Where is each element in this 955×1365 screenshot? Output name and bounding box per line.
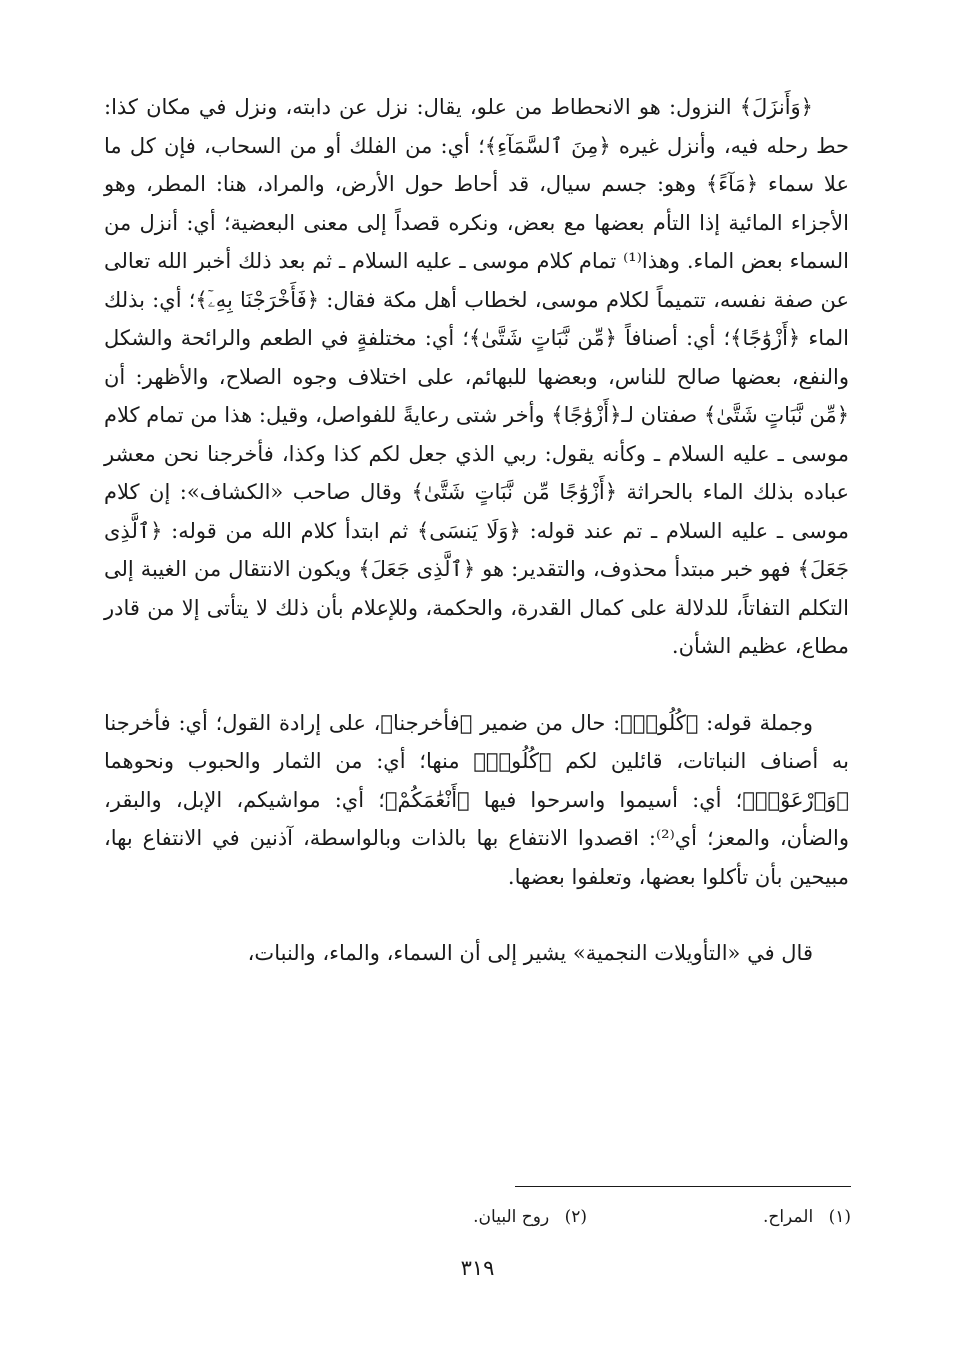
paragraph-3: قال في «التأويلات النجمية» يشير إلى أن السماء، والماء، والنبات، [247, 941, 813, 965]
footnote-divider [515, 1186, 851, 1187]
footnotes [331, 1200, 851, 1234]
footnote-1-number: (١) [828, 1207, 851, 1227]
main-text [104, 88, 849, 973]
footnote-1-text: المراح. [762, 1207, 814, 1227]
footnote-1 [763, 1200, 851, 1234]
footnote-2-number: (٢) [564, 1207, 587, 1227]
paragraph-2: وجملة قوله: ﴿كُلُوا۟﴾: حال من ضمير ﴿فأخرجنا﴾، على إرادة القول؛ أي: فأخرجنا به أصناف النباتات، قائلين لكم ﴿كُلُوا۟﴾ منها؛ أي: من الثمار والحبوب ونحوهما ﴿وَٱرْعَوْا۟﴾؛ أي: أسيموا واسرحوا فيها ﴿أَنْعَٰمَكُمْ﴾؛ أي: مواشيكم، الإبل، والبقر، والضأن، والمعز؛ أي⁽²⁾: اقصدوا الانتفاع بها بالذات وبالواسطة، آذنين في الانتفاع بها، مبيحين بأن تأكلوا بعضها، وتعلفوا بعضها. [104, 710, 849, 889]
paragraph-1: ﴿وَأَنزَلَ﴾ النزول: هو الانحطاط من علو، يقال: نزل عن دابته، ونزل في مكان كذا: حط رحله فيه، وأنزل غيره ﴿مِنَ ٱلسَّمَآءِ﴾؛ أي: من الفلك أو من السحاب، فإن كل ما علا سماء ﴿مَآءً﴾ وهو: جسم سيال، قد أحاط حول الأرض، والمراد، هنا: المطر، وهو الأجزاء المائية إذا التأم بعضها مع بعض، ونكره قصداً إلى معنى البعضية؛ أي: أنزل من السماء بعض الماء. وهذا⁽¹⁾ تمام كلام موسى ـ عليه السلام ـ ثم بعد ذلك أخبر الله تعالى عن صفة نفسه، تتميماً لكلام موسى، لخطاب أهل مكة فقال: ﴿فَأَخْرَجْنَا بِهِۦٓ﴾؛ أي: بذلك الماء ﴿أَزْوَٰجًا﴾؛ أي: أصنافاً ﴿مِّن نَّبَاتٍ شَتَّىٰ﴾؛ أي: مختلفةٍ في الطعم والرائحة والشكل والنفع، بعضها صالح للناس، وبعضها للبهائم، على اختلاف وجوه الصلاح، والأظهر: أن ﴿مِّن نَّبَاتٍ شَتَّىٰ﴾ صفتان لـ﴿أَزْوَٰجًا﴾ وأخر شتى رعايةً للفواصل، وقيل: هذا من تمام كلام موسى ـ عليه السلام ـ وكأنه يقول: ربي الذي جعل لكم كذا وكذا، فأخرجنا نحن معشر عباده بذلك الماء بالحراثة ﴿أَزْوَٰجًا مِّن نَّبَاتٍ شَتَّىٰ﴾ وقال صاحب «الكشاف»: إن كلام موسى ـ عليه السلام ـ تم عند قوله: ﴿وَلَا يَنسَى﴾ ثم ابتدأ كلام الله من قوله: ﴿ٱلَّذِى جَعَلَ﴾ فهو خبر مبتدأ محذوف، والتقدير: هو ﴿ٱلَّذِى جَعَلَ﴾ ويكون الانتقال من الغيبة إلى التكلم التفاتاً، للدلالة على كمال القدرة، والحكمة، وللإعلام بأن ذلك لا يتأتى إلا من قادر مطاع، عظيم الشأن. [104, 95, 849, 658]
page-number: ٣١٩ [460, 1256, 495, 1280]
footnote-2 [473, 1200, 587, 1234]
footnote-2-text: روح البيان. [473, 1207, 550, 1227]
